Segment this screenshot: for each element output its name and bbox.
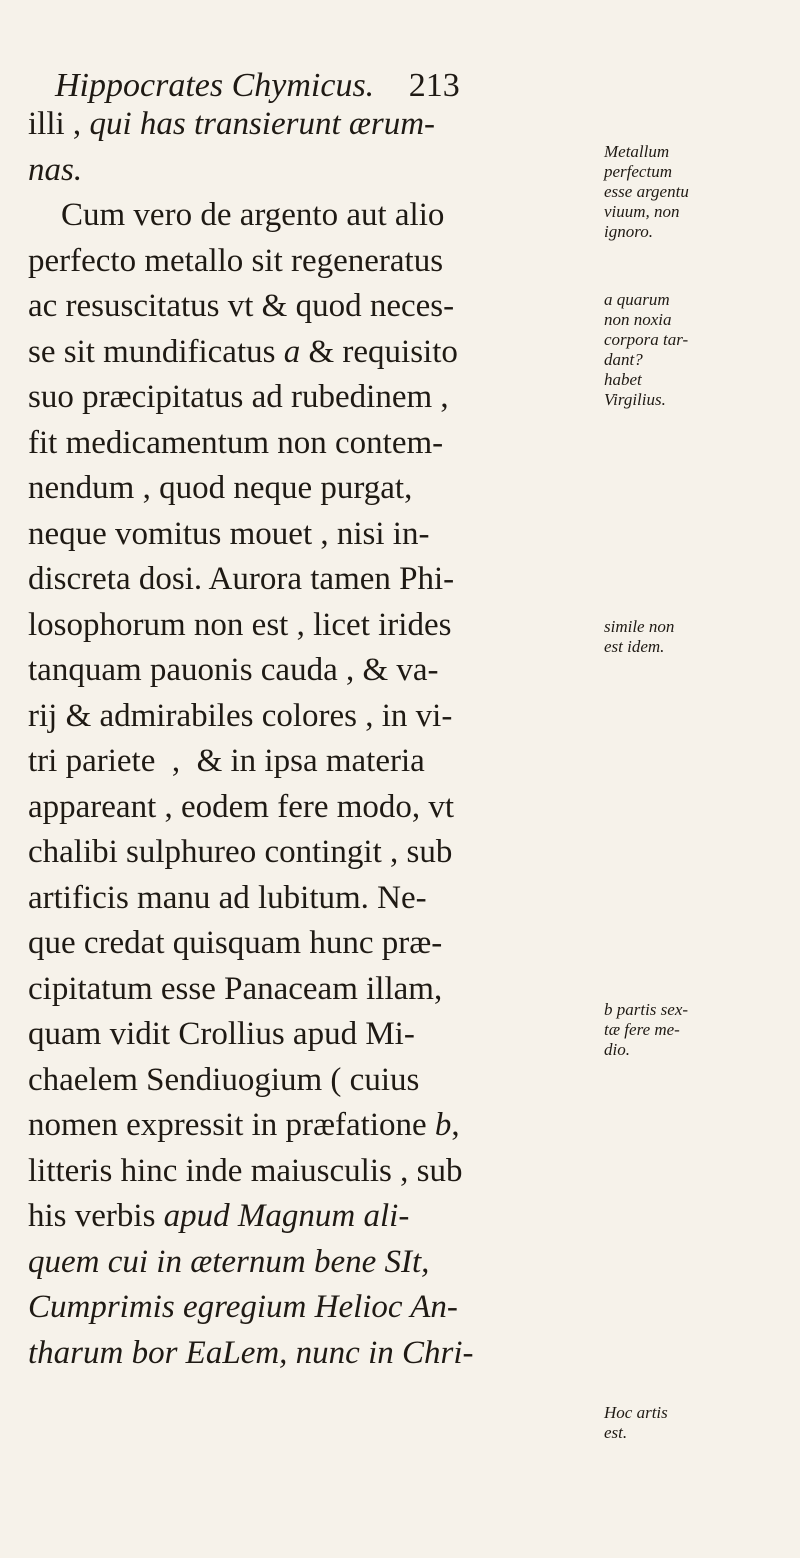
text-line [28,466,603,512]
text-segment: tharum bor EaLem, nunc in Chri- [28,1334,474,1371]
text-segment: que credat quisquam hunc præ- [28,925,443,961]
text-segment: nas. [28,151,83,188]
margin-note-line: est. [604,1423,628,1442]
margin-note-line: habet [604,370,642,389]
text-line [28,148,603,194]
text-segment: cipitatum esse Panaceam illam, [28,970,443,1007]
running-title: Hippocrates Chymicus. [55,67,375,104]
text-segment: nomen expressit in præfatione [28,1107,435,1143]
text-line [28,694,603,740]
margin-note [604,1000,796,1060]
text-line [28,193,603,239]
text-line [28,1194,603,1240]
text-segment: ac resuscitatus vt & quod neces- [28,288,455,324]
text-segment: fit medicamentum non contem- [28,424,444,461]
margin-note-line: esse argentu [604,182,689,201]
text-line [28,1240,603,1286]
text-line [28,1058,603,1104]
text-segment: a [283,333,301,370]
margin-note [604,142,796,242]
text-line [28,1285,603,1331]
text-segment: qui has transierunt ærum- [89,106,436,142]
margin-note-line: dant? [604,350,643,369]
margin-note-line: ignoro. [604,222,653,241]
text-line [28,648,603,694]
text-line [28,1103,603,1149]
text-segment: suo præcipitatus ad rubedinem , [28,379,449,415]
text-segment: quem cui in æternum bene SIt, [28,1243,430,1280]
margin-note-line: non noxia [604,310,672,329]
text-segment: chalibi sulphureo contingit , sub [28,834,453,870]
text-segment: neque vomitus mouet , nisi in- [28,515,430,552]
text-line [28,921,603,967]
margin-note-line: a quarum [604,290,670,309]
text-line [28,102,603,148]
margin-note-line: corpora tar- [604,330,689,349]
text-segment: litteris hinc inde maiusculis , sub [28,1152,463,1189]
margin-note-line: Virgilius. [604,390,666,409]
body-text [28,102,603,1376]
margin-note [604,290,796,410]
text-segment: , [451,1107,460,1143]
text-segment: rij & admirabiles colores , in vi- [28,697,453,734]
text-segment: appareant , eodem fere modo, vt [28,788,455,825]
margin-note-line: Metallum [604,142,670,161]
text-line [28,1012,603,1058]
text-segment: Cum vero de argento aut alio [28,197,445,233]
margin-note-line: perfectum [604,162,672,181]
text-segment: perfecto metallo sit regeneratus [28,242,444,279]
text-line [28,876,603,922]
margin-note-line: b partis sex- [604,1000,689,1019]
text-line [28,375,603,421]
text-segment: tanquam pauonis cauda , & va- [28,652,439,688]
text-segment: apud Magnum ali- [163,1198,410,1234]
margin-note-line: simile non [604,617,675,636]
text-segment: chaelem Sendiuogium ( cuius [28,1061,420,1098]
text-segment: b [434,1107,452,1143]
text-segment: tri pariete , & in ipsa materia [28,743,425,779]
text-line [28,1149,603,1195]
text-line [28,785,603,831]
text-line [28,830,603,876]
margin-note [604,617,796,657]
text-segment: se sit mundificatus [28,333,284,370]
margin-note-line: est idem. [604,637,665,656]
text-segment: his verbis [28,1198,164,1234]
text-line [28,330,603,376]
text-segment: discreta dosi. Aurora tamen Phi- [28,561,455,597]
text-segment: illi , [28,106,90,142]
margin-note-line: dio. [604,1040,630,1059]
text-line [28,421,603,467]
text-line [28,512,603,558]
text-line [28,967,603,1013]
margin-note-line: viuum, non [604,202,680,221]
text-line [28,603,603,649]
margin-note [604,1403,796,1443]
margin-note-line: tæ fere me- [604,1020,680,1039]
text-line [28,239,603,285]
margin-note-line: Hoc artis [604,1403,668,1422]
text-segment: artificis manu ad lubitum. Ne- [28,879,427,916]
text-line [28,1331,603,1377]
text-segment: quam vidit Crollius apud Mi- [28,1016,415,1052]
text-segment: losophorum non est , licet irides [28,606,452,643]
text-line [28,284,603,330]
text-segment: nendum , quod neque purgat, [28,470,413,506]
page-number: 213 [408,67,460,104]
text-line [28,739,603,785]
text-line [28,557,603,603]
page-header [55,66,575,106]
text-segment: & requisito [300,333,458,370]
text-segment: Cumprimis egregium Helioc An- [28,1289,458,1325]
